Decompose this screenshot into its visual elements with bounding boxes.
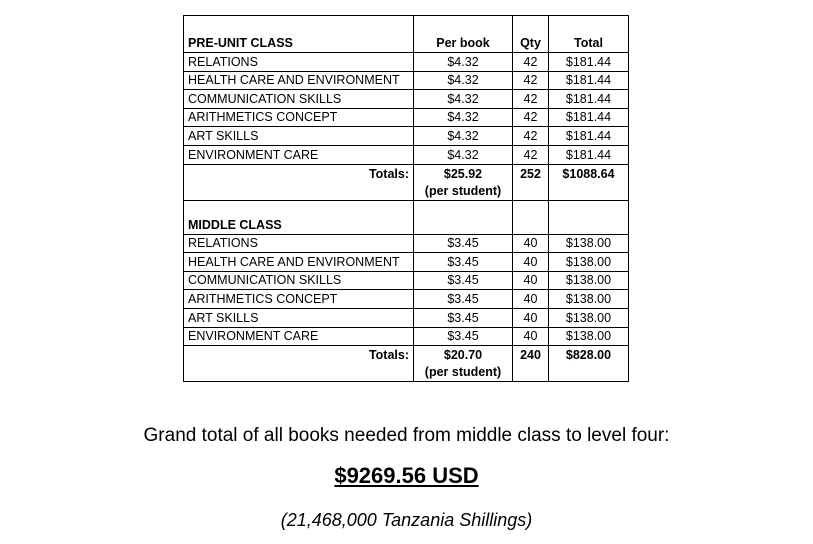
qty-cell: 42	[513, 108, 549, 127]
total-cell: $138.00	[549, 271, 629, 290]
empty-cell	[414, 200, 513, 234]
qty-cell: 40	[513, 253, 549, 272]
per-book-cell: $3.45	[414, 234, 513, 253]
table-row	[184, 127, 629, 146]
per-book-total-cell	[414, 164, 513, 200]
per-book-total: $25.92	[443, 166, 483, 181]
pre-unit-header-row	[184, 16, 629, 53]
grand-total-amount: $9269.56 USD	[334, 463, 479, 488]
table-row	[184, 327, 629, 346]
qty-cell: 40	[513, 327, 549, 346]
per-book-cell: $3.45	[414, 290, 513, 309]
qty-cell: 42	[513, 90, 549, 109]
per-book-cell: $4.32	[414, 90, 513, 109]
per-book-cell: $3.45	[414, 327, 513, 346]
grand-total-cell: $1088.64	[549, 164, 629, 200]
per-book-cell: $4.32	[414, 53, 513, 72]
empty-cell	[513, 200, 549, 234]
subject-cell: ARITHMETICS CONCEPT	[184, 290, 414, 309]
middle-header-row	[184, 200, 629, 234]
subject-cell: ENVIRONMENT CARE	[184, 327, 414, 346]
qty-cell: 42	[513, 71, 549, 90]
total-cell: $181.44	[549, 127, 629, 146]
qty-cell: 42	[513, 145, 549, 164]
table-row	[184, 271, 629, 290]
per-book-cell: $3.45	[414, 271, 513, 290]
empty-cell	[549, 200, 629, 234]
subject-cell: HEALTH CARE AND ENVIRONMENT	[184, 71, 414, 90]
per-book-cell: $3.45	[414, 308, 513, 327]
table-row	[184, 145, 629, 164]
total-cell: $181.44	[549, 108, 629, 127]
per-student-note: (per student)	[424, 183, 502, 198]
grand-total-tzs: (21,468,000 Tanzania Shillings)	[280, 510, 533, 530]
qty-cell: 40	[513, 271, 549, 290]
total-cell: $181.44	[549, 53, 629, 72]
qty-total: 240	[513, 346, 549, 382]
pre-unit-title: PRE-UNIT CLASS	[184, 16, 414, 53]
per-book-total-cell	[414, 346, 513, 382]
total-cell: $181.44	[549, 145, 629, 164]
subject-cell: RELATIONS	[184, 53, 414, 72]
per-book-total: $20.70	[443, 348, 483, 363]
qty-cell: 40	[513, 290, 549, 309]
total-header: Total	[549, 16, 629, 53]
total-cell: $138.00	[549, 327, 629, 346]
table-row	[184, 90, 629, 109]
per-book-header: Per book	[414, 16, 513, 53]
middle-class-title: MIDDLE CLASS	[184, 200, 414, 234]
table-row	[184, 234, 629, 253]
pre-unit-totals-row	[184, 164, 629, 200]
per-book-cell: $4.32	[414, 108, 513, 127]
subject-cell: ART SKILLS	[184, 308, 414, 327]
qty-cell: 40	[513, 234, 549, 253]
qty-cell: 40	[513, 308, 549, 327]
table-row	[184, 253, 629, 272]
qty-cell: 42	[513, 127, 549, 146]
subject-cell: ART SKILLS	[184, 127, 414, 146]
per-book-cell: $4.32	[414, 145, 513, 164]
table-row	[184, 290, 629, 309]
qty-cell: 42	[513, 53, 549, 72]
subject-cell: COMMUNICATION SKILLS	[184, 271, 414, 290]
total-cell: $138.00	[549, 308, 629, 327]
grand-total-text: Grand total of all books needed from middle class to level four:	[143, 425, 670, 446]
qty-header: Qty	[513, 16, 549, 53]
subject-cell: RELATIONS	[184, 234, 414, 253]
subject-cell: COMMUNICATION SKILLS	[184, 90, 414, 109]
per-book-cell: $4.32	[414, 127, 513, 146]
total-cell: $181.44	[549, 71, 629, 90]
total-cell: $138.00	[549, 290, 629, 309]
subject-cell: ENVIRONMENT CARE	[184, 145, 414, 164]
grand-total-cell: $828.00	[549, 346, 629, 382]
totals-label: Totals:	[184, 164, 414, 200]
subject-cell: HEALTH CARE AND ENVIRONMENT	[184, 253, 414, 272]
table-row	[184, 108, 629, 127]
table-row	[184, 71, 629, 90]
totals-label: Totals:	[184, 346, 414, 382]
book-cost-table	[183, 15, 629, 382]
qty-total: 252	[513, 164, 549, 200]
table-row	[184, 53, 629, 72]
middle-totals-row	[184, 346, 629, 382]
total-cell: $138.00	[549, 253, 629, 272]
subject-cell: ARITHMETICS CONCEPT	[184, 108, 414, 127]
total-cell: $138.00	[549, 234, 629, 253]
total-cell: $181.44	[549, 90, 629, 109]
table-row	[184, 308, 629, 327]
per-student-note: (per student)	[424, 365, 502, 380]
per-book-cell: $4.32	[414, 71, 513, 90]
per-book-cell: $3.45	[414, 253, 513, 272]
